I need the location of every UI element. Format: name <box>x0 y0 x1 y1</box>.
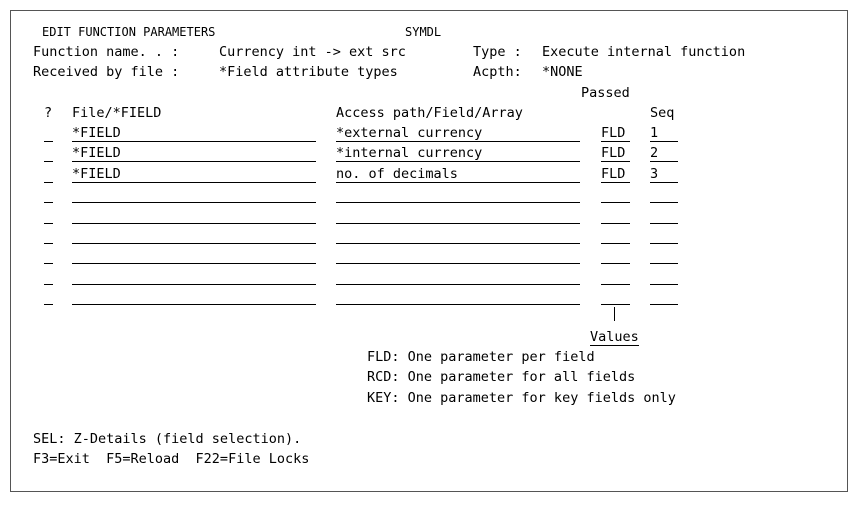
values-pointer <box>614 307 615 321</box>
seq-field[interactable] <box>650 186 678 203</box>
seq-field[interactable] <box>650 268 678 285</box>
model-name: SYMDL <box>405 25 442 39</box>
values-fld: FLD: One parameter per field <box>367 349 595 365</box>
file-field[interactable] <box>72 207 316 224</box>
passed-field[interactable]: FLD <box>601 125 630 142</box>
row-select-field[interactable] <box>44 227 53 244</box>
seq-field[interactable]: 3 <box>650 166 678 183</box>
row-select-field[interactable] <box>44 288 53 305</box>
file-header: File/*FIELD <box>72 105 162 121</box>
file-field[interactable] <box>72 247 316 264</box>
seq-field[interactable] <box>650 288 678 305</box>
acpth-value: *NONE <box>542 64 583 80</box>
passed-header: Passed <box>581 85 630 101</box>
row-select-field[interactable] <box>44 207 53 224</box>
file-field[interactable] <box>72 227 316 244</box>
received-by-label: Received by file : <box>33 64 180 80</box>
passed-field[interactable] <box>601 207 630 224</box>
seq-field[interactable]: 2 <box>650 145 678 162</box>
seq-field[interactable]: 1 <box>650 125 678 142</box>
access-path-field[interactable] <box>336 288 580 305</box>
access-path-field[interactable] <box>336 227 580 244</box>
received-by-value: *Field attribute types <box>219 64 398 80</box>
seq-field[interactable] <box>650 207 678 224</box>
access-path-field[interactable] <box>336 268 580 285</box>
passed-field[interactable]: FLD <box>601 166 630 183</box>
seq-header: Seq <box>650 105 675 121</box>
seq-field[interactable] <box>650 227 678 244</box>
access-path-header: Access path/Field/Array <box>336 105 523 121</box>
passed-field[interactable] <box>601 247 630 264</box>
access-path-field[interactable] <box>336 207 580 224</box>
passed-field[interactable] <box>601 288 630 305</box>
passed-field[interactable] <box>601 227 630 244</box>
selection-help: SEL: Z-Details (field selection). <box>33 431 302 447</box>
seq-field[interactable] <box>650 247 678 264</box>
row-select-field[interactable] <box>44 145 53 162</box>
file-field[interactable]: *FIELD <box>72 145 316 162</box>
passed-field[interactable] <box>601 268 630 285</box>
passed-field[interactable] <box>601 186 630 203</box>
row-select-field[interactable] <box>44 186 53 203</box>
access-path-field[interactable]: *external currency <box>336 125 580 142</box>
type-label: Type : <box>473 44 522 60</box>
values-label: Values <box>590 329 639 345</box>
screen-title: EDIT FUNCTION PARAMETERS <box>42 25 216 39</box>
function-keys: F3=Exit F5=Reload F22=File Locks <box>33 451 310 467</box>
file-field[interactable] <box>72 186 316 203</box>
function-name-value: Currency int -> ext src <box>219 44 406 60</box>
values-rcd: RCD: One parameter for all fields <box>367 369 636 385</box>
file-field[interactable] <box>72 268 316 285</box>
type-value: Execute internal function <box>542 44 746 60</box>
access-path-field[interactable] <box>336 247 580 264</box>
file-field[interactable]: *FIELD <box>72 166 316 183</box>
sel-header: ? <box>44 105 53 121</box>
acpth-label: Acpth: <box>473 64 522 80</box>
row-select-field[interactable] <box>44 125 53 142</box>
access-path-field[interactable]: no. of decimals <box>336 166 580 183</box>
access-path-field[interactable]: *internal currency <box>336 145 580 162</box>
file-field[interactable] <box>72 288 316 305</box>
row-select-field[interactable] <box>44 247 53 264</box>
access-path-field[interactable] <box>336 186 580 203</box>
file-field[interactable]: *FIELD <box>72 125 316 142</box>
row-select-field[interactable] <box>44 166 53 183</box>
row-select-field[interactable] <box>44 268 53 285</box>
passed-field[interactable]: FLD <box>601 145 630 162</box>
function-name-label: Function name. . : <box>33 44 180 60</box>
values-key: KEY: One parameter for key fields only <box>367 390 676 406</box>
